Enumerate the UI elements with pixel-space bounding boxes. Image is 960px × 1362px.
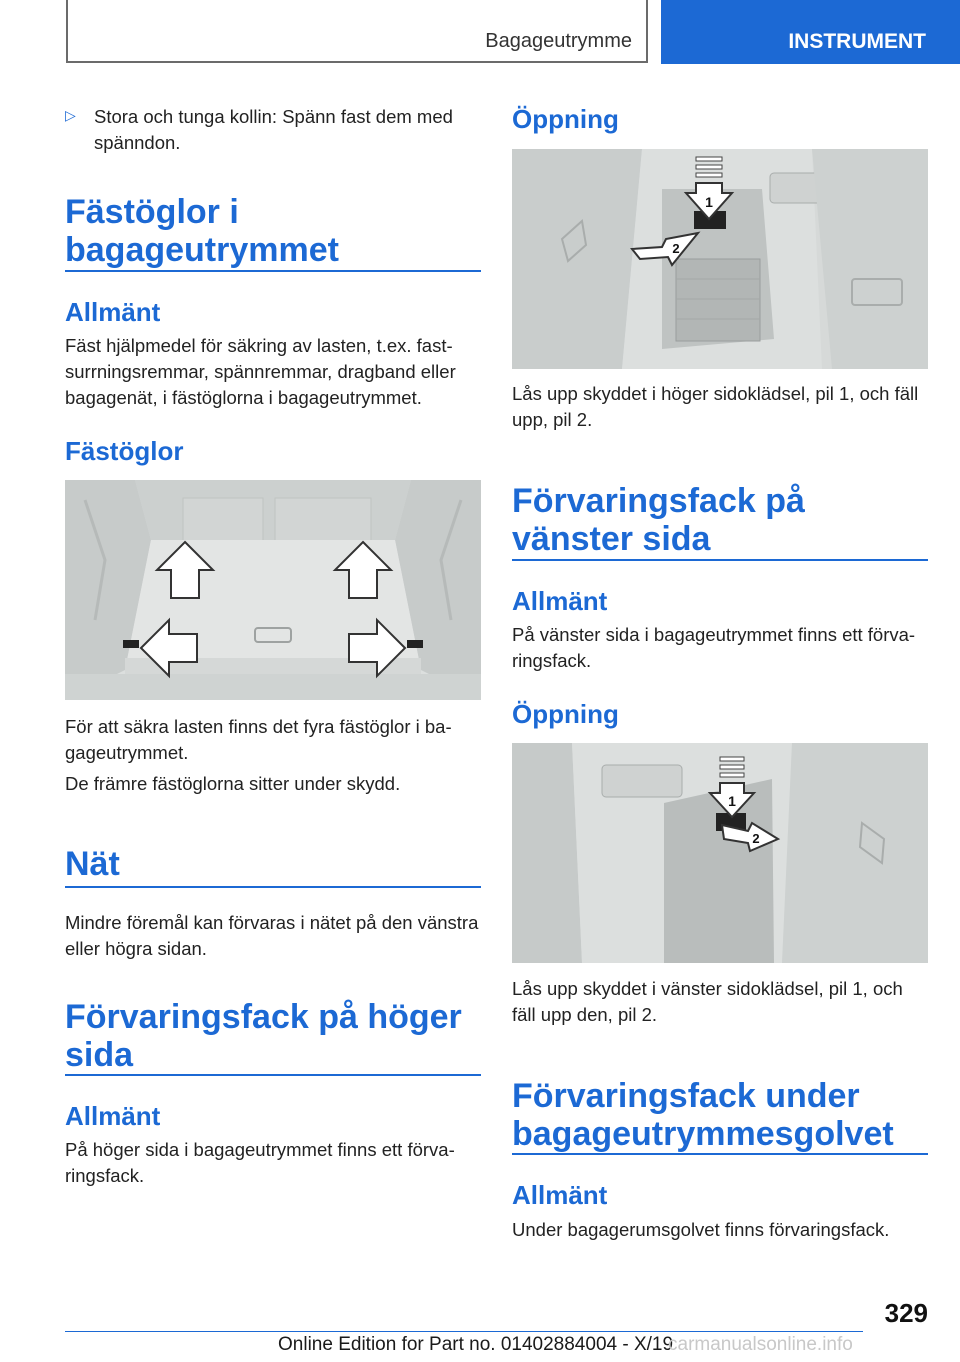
- paragraph-las-hoger: Lås upp skyddet i höger sidoklädsel, pil 1, och fäll upp, pil 2.: [512, 383, 919, 430]
- header-chapter-tab[interactable]: [661, 0, 960, 64]
- header-chapter-title: INSTRUMENT: [788, 30, 926, 53]
- cargo-area-illustration: [65, 480, 481, 700]
- left-compartment-illustration: [512, 743, 928, 963]
- heading-rule: [65, 886, 481, 888]
- paragraph-las-vanster: Lås upp skyddet i vänster sidoklädsel, pil 1, och fäll upp den, pil 2.: [512, 978, 903, 1025]
- heading-rule: [512, 559, 928, 561]
- subheading-allmant: Allmänt: [65, 297, 161, 327]
- heading-fastoglor-bagage: Fästöglor i bagageutrymmet: [65, 193, 339, 269]
- heading-forvaringsfack-vanster: Förvaringsfack på vänster sida: [512, 482, 805, 558]
- page-number: 329: [884, 1298, 928, 1328]
- figure-right-compartment: [512, 149, 928, 369]
- paragraph-fyra-fastoglor: För att säkra lasten finns det fyra fästöglor i ba-gageutrymmet.: [65, 716, 452, 763]
- paragraph-hoger: På höger sida i bagageutrymmet finns ett förva-ringsfack.: [65, 1139, 455, 1186]
- right-compartment-illustration: [512, 149, 928, 369]
- arrow-1-label: 1: [705, 194, 713, 210]
- paragraph-under: Under bagagerumsgolvet finns förvaringsfack.: [512, 1219, 890, 1240]
- header-section-box: [66, 0, 648, 63]
- arrow-1-label: 1: [728, 793, 736, 809]
- paragraph-nat: Mindre föremål kan förvaras i nätet på den vänstra eller högra sidan.: [65, 912, 479, 959]
- subheading-allmant: Allmänt: [512, 586, 608, 616]
- subheading-oppning: Öppning: [512, 699, 619, 729]
- heading-rule: [65, 270, 481, 272]
- header-section-title: Bagageutrymme: [485, 30, 632, 52]
- bullet-item: [65, 104, 481, 156]
- watermark: carmanualsonline.info: [668, 1334, 853, 1355]
- figure-lashing-eyes: [65, 480, 481, 700]
- subheading-allmant: Allmänt: [65, 1101, 161, 1131]
- figure-left-compartment: [512, 743, 928, 963]
- heading-rule: [65, 1074, 481, 1076]
- subheading-oppning: Öppning: [512, 104, 619, 134]
- paragraph-vanster: På vänster sida i bagageutrymmet finns ett förva-ringsfack.: [512, 624, 916, 671]
- bullet-text: Stora och tunga kollin: Spänn fast dem med spänndon.: [94, 106, 453, 153]
- paragraph-framre: De främre fästöglorna sitter under skydd.: [65, 773, 401, 794]
- heading-forvaringsfack-under: Förvaringsfack under bagageutrymmesgolvet: [512, 1077, 894, 1153]
- subheading-fastoglor: Fästöglor: [65, 436, 184, 466]
- footer-rule: [65, 1331, 863, 1332]
- bullet-triangle-icon: ▷: [65, 107, 76, 123]
- footer-edition: Online Edition for Part no. 01402884004 - X/19: [278, 1334, 674, 1355]
- heading-nat: Nät: [65, 845, 120, 883]
- heading-forvaringsfack-hoger: Förvaringsfack på höger sida: [65, 998, 462, 1074]
- paragraph-allmant: Fäst hjälpmedel för säkring av lasten, t.ex. fast-surrningsremmar, spännremmar, dragband eller bagagenät, i fästöglorna i bagageutrymmet.: [65, 335, 456, 408]
- heading-rule: [512, 1153, 928, 1155]
- arrow-2-label: 2: [672, 241, 680, 256]
- subheading-allmant: Allmänt: [512, 1180, 608, 1210]
- arrow-2-label: 2: [752, 831, 760, 846]
